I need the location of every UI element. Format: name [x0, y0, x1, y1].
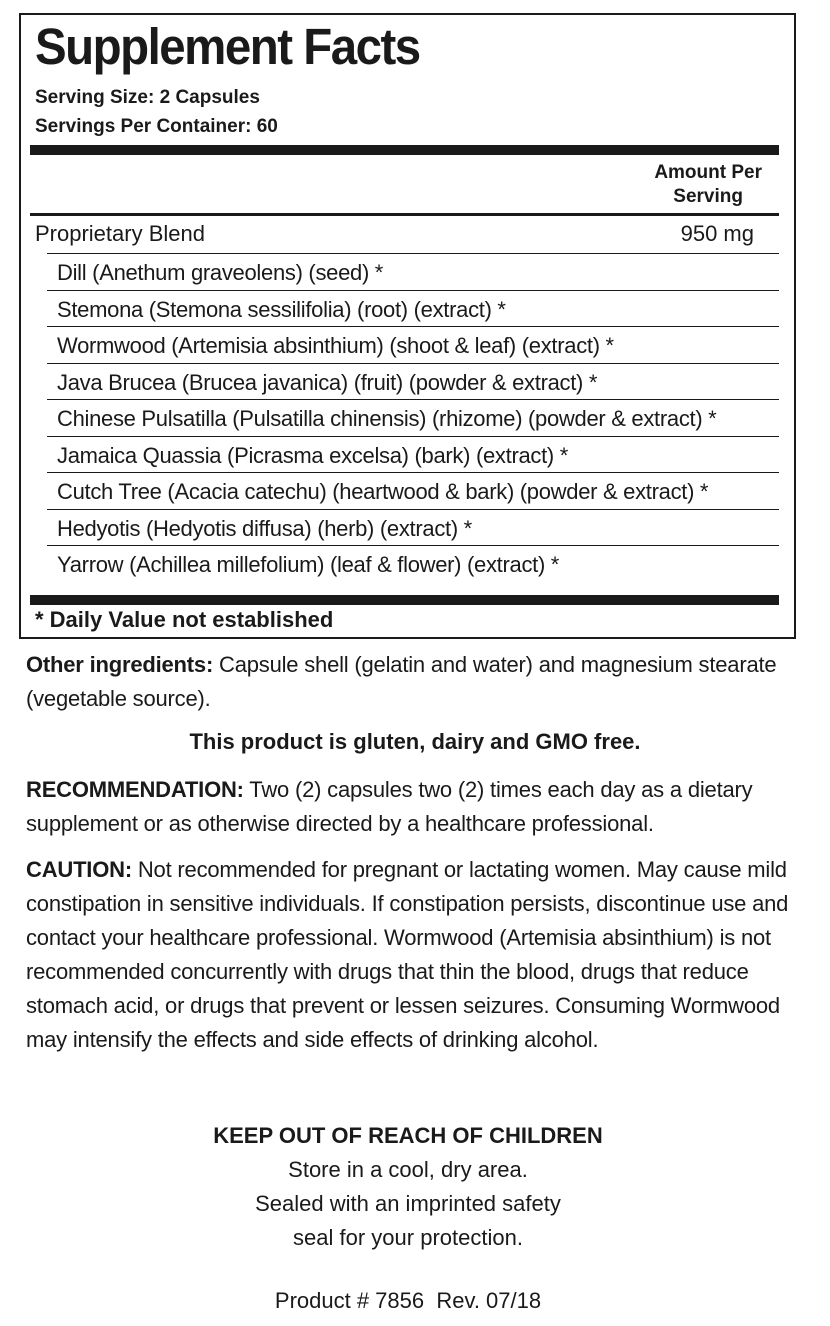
serving-size: Serving Size: 2 Capsules: [35, 87, 260, 108]
recommendation-label: RECOMMENDATION:: [26, 777, 244, 802]
amount-header-line2: Serving: [673, 186, 743, 207]
ingredient-row: Stemona (Stemona sessilifolia) (root) (extract) *: [47, 290, 779, 327]
facts-title: Supplement Facts: [35, 18, 420, 75]
ingredient-row: Java Brucea (Brucea javanica) (fruit) (powder & extract) *: [47, 363, 779, 400]
caution-text: Not recommended for pregnant or lactating women. May cause mild constipation in sensitive individuals. If constipation persists, discontinue use and contact your healthcare professional. Wormwood (Artemisia absinthium) is not recommended concurrently with drugs that thin the blood, drugs that reduce stomach acid, or drugs that prevent or lessen seizures. Consuming Wormwood may intensify the effects and side effects of drinking alcohol.: [26, 857, 789, 1052]
blend-name: Proprietary Blend: [35, 221, 205, 246]
supplement-facts-panel: [19, 13, 796, 639]
ingredient-row: Jamaica Quassia (Picrasma excelsa) (bark) (extract) *: [47, 436, 779, 473]
servings-per-container: Servings Per Container: 60: [35, 116, 278, 137]
amount-header-line1: Amount Per: [654, 162, 762, 183]
allergen-free-statement: This product is gluten, dairy and GMO free.: [189, 729, 641, 754]
other-ingredients: [26, 648, 806, 716]
caution-label: CAUTION:: [26, 857, 132, 882]
ingredient-row: Dill (Anethum graveolens) (seed) *: [47, 253, 779, 290]
caution: [26, 853, 806, 1057]
other-ingredients-text: Capsule shell (gelatin and water) and magnesium stearate (vegetable source).: [26, 652, 777, 711]
storage-info: [0, 1119, 816, 1255]
ingredient-row: Cutch Tree (Acacia catechu) (heartwood & bark) (powder & extract) *: [47, 472, 779, 509]
other-ingredients-label: Other ingredients:: [26, 652, 214, 677]
blend-amount: 950 mg: [680, 221, 754, 246]
storage-line3: seal for your protection.: [293, 1225, 523, 1250]
proprietary-blend-row: [35, 221, 754, 247]
bottom-divider-bar: [30, 595, 779, 605]
top-divider-bar: [30, 145, 779, 155]
header-divider: [30, 213, 779, 216]
ingredient-row: Wormwood (Artemisia absinthium) (shoot & leaf) (extract) *: [47, 326, 779, 363]
product-number: Product # 7856 Rev. 07/18: [274, 1288, 542, 1313]
daily-value-footnote: * Daily Value not established: [35, 607, 334, 632]
ingredient-row: Chinese Pulsatilla (Pulsatilla chinensis) (rhizome) (powder & extract) *: [47, 399, 779, 436]
amount-per-serving-header: [654, 161, 762, 209]
storage-line1: Store in a cool, dry area.: [288, 1157, 528, 1182]
recommendation-text: Two (2) capsules two (2) times each day as a dietary supplement or as otherwise directed by a healthcare professional.: [26, 777, 753, 836]
child-warning: KEEP OUT OF REACH OF CHILDREN: [213, 1123, 603, 1148]
ingredient-row: Yarrow (Achillea millefolium) (leaf & flower) (extract) *: [47, 545, 779, 582]
ingredient-row: Hedyotis (Hedyotis diffusa) (herb) (extract) *: [47, 509, 779, 546]
storage-line2: Sealed with an imprinted safety: [255, 1191, 561, 1216]
ingredient-list: [47, 253, 779, 582]
recommendation: [26, 773, 806, 841]
